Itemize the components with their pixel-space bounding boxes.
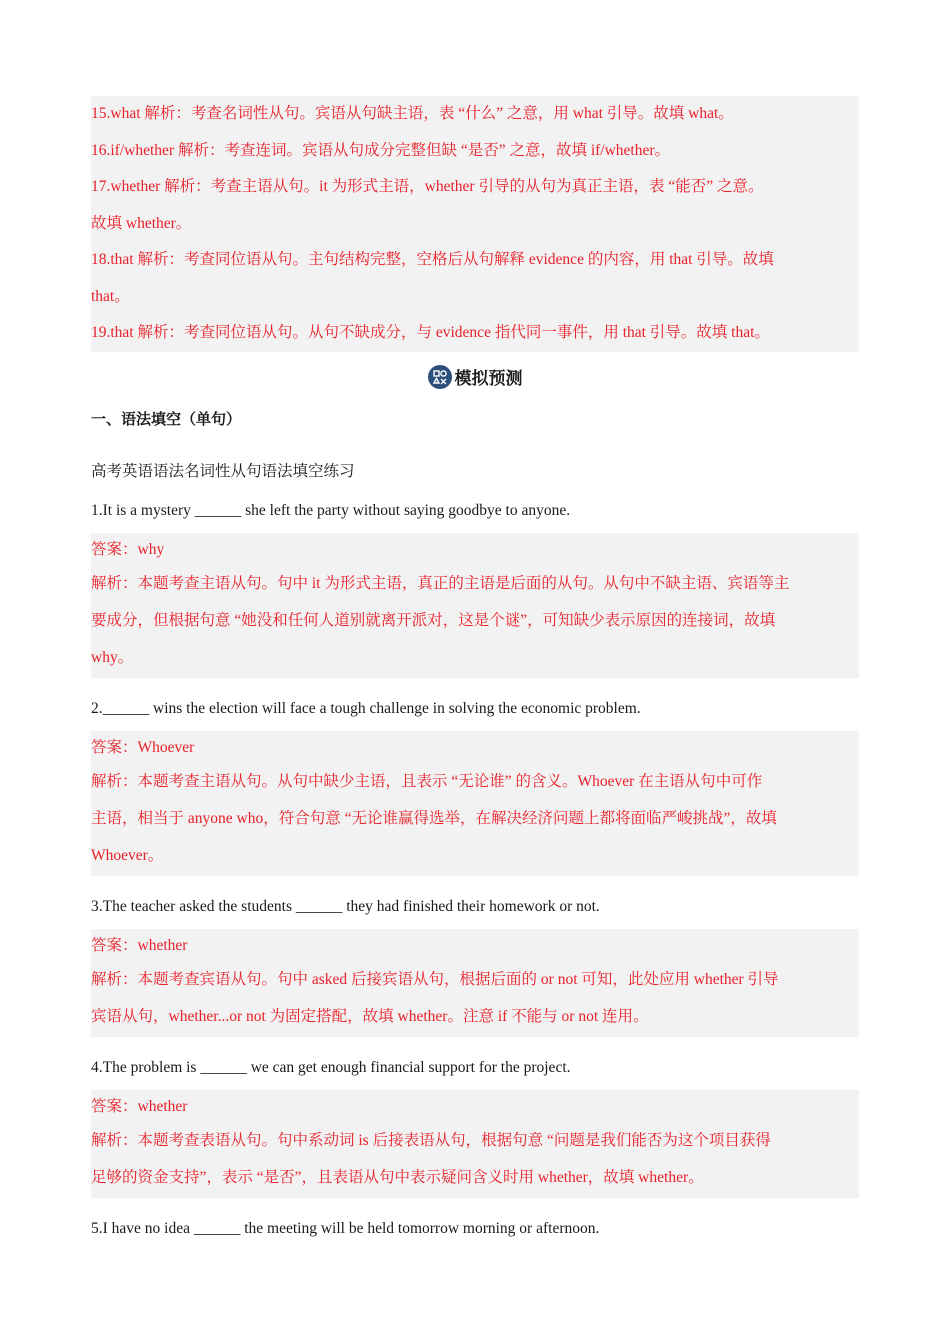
explanation-line: 18.that 解析：考查同位语从句。主句结构完整，空格后从句解释 evidence 的内容，用 that 引导。故填 [91,251,774,268]
explanation-line: 19.that 解析：考查同位语从句。从句不缺成分，与 evidence 指代同一事件，用 that 引导。故填 that。 [91,324,770,341]
section-title-text: 模拟预测 [454,369,523,389]
document-page [91,96,859,1241]
explanation-line: 解析：本题考查主语从句。从句中缺少主语，且表示 “无论谁” 的含义。Whoever 在主语从句中可作 [91,772,763,790]
answer-line: 答案：whether [91,1097,188,1115]
explanation-line: Whoever。 [91,846,164,864]
subheading: 一、语法填空（单句） [91,409,242,428]
explanation-line: 主语，相当于 anyone who，符合句意 “无论谁赢得选举，在解决经济问题上都将面临严峻挑战”，故填 [91,809,777,827]
answer-line: 答案：why [91,540,165,558]
section-title [91,360,859,394]
answer-block [91,731,859,876]
explanation-line: 要成分，但根据句意 “她没和任何人道别就离开派对，这是个谜”，可知缺少表示原因的连接词，故填 [91,611,776,629]
question-text: 3.The teacher asked the students ______ they had finished their homework or not. [91,897,600,915]
question-text: 1.It is a mystery ______ she left the party without saying goodbye to anyone. [91,501,571,519]
exercise-intro: 高考英语语法名词性从句语法填空练习 [91,462,355,480]
explanation-line: 故填 whether。 [91,214,192,232]
explanation-line: 解析：本题考查主语从句。句中 it 为形式主语，真正的主语是后面的从句。从句中不缺主语、宾语等主 [91,574,790,592]
simulation-icon [428,365,452,389]
previous-answers-block [91,96,859,352]
question-text: 4.The problem is ______ we can get enough financial support for the project. [91,1058,571,1076]
explanation-line: 解析：本题考查宾语从句。句中 asked 后接宾语从句，根据后面的 or not 可知，此处应用 whether 引导 [91,970,779,988]
question-text: 2.______ wins the election will face a tough challenge in solving the economic problem. [91,699,641,717]
answer-block [91,929,859,1037]
explanation-line: 16.if/whether 解析：考查连词。宾语从句成分完整但缺 “是否” 之意，故填 if/whether。 [91,141,671,159]
question-text: 5.I have no idea ______ the meeting will be held tomorrow morning or afternoon. [91,1219,600,1237]
answer-block [91,1090,859,1198]
explanation-line: why。 [91,648,134,666]
explanation-line: that。 [91,287,130,305]
answer-line: 答案：Whoever [91,738,195,756]
answer-line: 答案：whether [91,936,188,954]
explanation-line: 17.whether 解析：考查主语从句。it 为形式主语，whether 引导的从句为真正主语，表 “能否” 之意。 [91,178,764,195]
explanation-line: 宾语从句，whether...or not 为固定搭配，故填 whether。注意 if 不能与 or not 连用。 [91,1007,649,1025]
explanation-line: 足够的资金支持”，表示 “是否”，且表语从句中表示疑问含义时用 whether，故填 whether。 [91,1168,704,1186]
answer-block [91,533,859,678]
explanation-line: 解析：本题考查表语从句。句中系动词 is 后接表语从句，根据句意 “问题是我们能否为这个项目获得 [91,1131,771,1149]
explanation-line: 15.what 解析：考查名词性从句。宾语从句缺主语，表 “什么” 之意，用 what 引导。故填 what。 [91,105,734,122]
